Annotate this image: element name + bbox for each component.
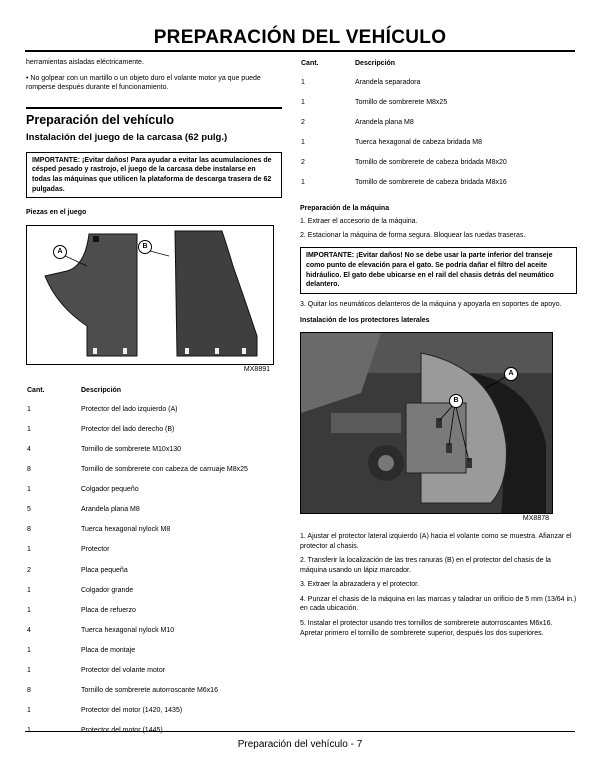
description-cell: Protector [81, 546, 110, 554]
qty-cell: 8 [27, 466, 31, 474]
description-cell: Placa pequeña [81, 566, 128, 574]
install-step-1: 1. Ajustar el protector lateral izquierdo (A) hacia el volante como se muestra. Afianzar el protector al chasis. [300, 532, 572, 550]
description-cell: Tuerca hexagonal nylock M8 [81, 526, 171, 534]
description-cell: Placa de refuerzo [81, 606, 136, 614]
prep-step-3: 3. Quitar los neumáticos delanteros de la máquina y apoyarla en soportes de apoyo. [300, 300, 562, 308]
sub-title: Instalación del juego de la carcasa (62 pulg.) [26, 131, 228, 143]
parts-table [26, 385, 282, 746]
description-cell: Tornillo de sombrerete autorroscante M6x16 [81, 687, 218, 695]
qty-cell: 1 [301, 79, 305, 86]
table-row [300, 77, 577, 97]
figure-label: MX8878 [522, 515, 549, 523]
qty-cell: 1 [27, 586, 31, 594]
table-row [300, 157, 577, 177]
description-cell: Tornillo de sombrerete con cabeza de carruaje M8x25 [81, 466, 248, 474]
table-row [26, 605, 282, 625]
table-header-row [300, 58, 577, 77]
install-step-3: 3. Extraer la abrazadera y el protector. [300, 581, 420, 589]
footer-rule [25, 731, 575, 732]
table-row [300, 177, 577, 197]
table-row [300, 117, 577, 137]
prep-heading: Preparación de la máquina [300, 204, 390, 212]
table-header-row [26, 385, 282, 404]
qty-cell: 2 [301, 159, 305, 167]
description-cell: Colgador pequeño [81, 486, 139, 494]
important-notice-jack: IMPORTANTE: ¡Evitar daños! No se debe usar la parte inferior del transeje como punto de elevación para el gato. Se podría dañar el filtro del aceite hidráulico. El gato debe ubicarse en el rail del chasis detrás del neumático delantero. [300, 247, 577, 293]
qty-header: Cant. [301, 60, 319, 67]
page-footer: Preparación del vehículo - 7 [237, 739, 363, 750]
side-shield-figure [300, 332, 553, 523]
description-header: Descripción [81, 386, 122, 394]
qty-cell: 1 [301, 179, 305, 187]
qty-cell: 1 [27, 425, 31, 433]
left-column [26, 58, 282, 745]
qty-cell: 2 [27, 566, 31, 574]
table-row [26, 585, 282, 605]
table-row [26, 484, 282, 504]
description-cell: Placa de montaje [81, 646, 136, 654]
table-row [26, 665, 282, 685]
table-row [300, 97, 577, 117]
callout-b: B [138, 240, 152, 254]
qty-cell: 1 [27, 707, 31, 715]
qty-cell: 1 [301, 99, 305, 107]
qty-cell: 1 [27, 405, 31, 413]
header-rule [25, 50, 575, 52]
intro-bullet: • No golpear con un martillo o un objeto duro el volante motor ya que puede romperse después durante el funcionamiento. [26, 74, 261, 92]
qty-cell: 2 [301, 119, 305, 127]
description-cell: Arandela plana M8 [355, 119, 414, 127]
table-row [26, 404, 282, 424]
install-step-4: 4. Punzar el chasis de la máquina en las marcas y taladrar un orificio de 5 mm (13/64 in.) en cada ubicación. [300, 595, 577, 613]
description-cell: Arandela separadora [355, 79, 421, 86]
table-row [26, 544, 282, 564]
qty-cell: 4 [27, 626, 31, 634]
description-cell: Arandela plana M8 [81, 506, 140, 514]
qty-cell: 1 [301, 139, 305, 147]
qty-cell: 4 [27, 445, 31, 453]
table-row [26, 524, 282, 544]
table-row [26, 645, 282, 665]
description-cell: Protector del lado izquierdo (A) [81, 405, 178, 413]
table-row [26, 504, 282, 524]
important-notice: IMPORTANTE: ¡Evitar daños! Para ayudar a evitar las acumulaciones de césped pesado y rastrojo, el juego de la carcasa debe instalarse en todas las máquinas que utilicen la plataforma de descarga trasera de 62 pulgadas. [26, 152, 282, 198]
table-row [26, 565, 282, 585]
intro-text: herramientas aisladas eléctricamente. [26, 59, 144, 66]
table-row [300, 137, 577, 157]
install-step-2: 2. Transferir la localización de las tres ranuras (B) en el protector del chasis de la máquina usando un lápiz marcador. [300, 557, 551, 574]
description-cell: Tornillo de sombrerete M8x25 [355, 99, 448, 107]
description-cell: Tornillo de sombrerete de cabeza bridada M8x20 [355, 159, 507, 167]
figure-label: MX8891 [243, 366, 270, 374]
parts-heading: Piezas en el juego [26, 209, 87, 217]
qty-cell: 8 [27, 687, 31, 695]
description-cell: Protector del motor (1445) [81, 727, 163, 735]
side-shield-photo [301, 333, 552, 513]
qty-cell: 1 [27, 646, 31, 654]
qty-cell: 1 [27, 486, 31, 494]
description-cell: Protector del motor (1420, 1435) [81, 707, 183, 715]
prep-step-1: 1. Extraer el accesorio de la máquina. [300, 218, 418, 226]
description-cell: Tuerca hexagonal nylock M10 [81, 626, 175, 634]
qty-cell: 1 [27, 666, 31, 674]
qty-cell: 1 [27, 606, 31, 614]
qty-cell: 5 [27, 506, 31, 514]
table-row [26, 625, 282, 645]
qty-cell: 1 [27, 727, 31, 735]
prep-step-2: 2. Estacionar la máquina de forma segura. Bloquear las ruedas traseras. [300, 231, 526, 239]
qty-cell: 8 [27, 526, 31, 534]
page-title: PREPARACIÓN DEL VEHÍCULO [153, 27, 447, 48]
table-row [26, 444, 282, 464]
qty-cell: 1 [27, 546, 31, 554]
description-cell: Tornillo de sombrerete de cabeza bridada M8x16 [355, 179, 507, 187]
qty-header: Cant. [27, 386, 45, 394]
description-cell: Protector del volante motor [81, 666, 166, 674]
section-title: Preparación del vehículo [26, 107, 282, 128]
callout-a: A [504, 367, 518, 381]
table-row [26, 705, 282, 725]
right-column [300, 58, 577, 638]
callout-a: A [53, 245, 67, 259]
install-step-5: 5. Instalar el protector usando tres tornillos de sombrerete autorroscantes M6x16. Apretar primero el tornillo de sombrerete superior, después los dos superiores. [300, 620, 553, 637]
parts-table-continued [300, 58, 577, 198]
table-row [26, 464, 282, 484]
description-header: Descripción [355, 60, 396, 67]
table-row [26, 685, 282, 705]
table-row [26, 424, 282, 444]
description-cell: Colgador grande [81, 586, 134, 594]
description-cell: Tuerca hexagonal de cabeza bridada M8 [355, 139, 482, 147]
description-cell: Tornillo de sombrerete M10x130 [81, 445, 181, 453]
callout-b: B [449, 394, 463, 408]
install-heading: Instalación de los protectores laterales [300, 317, 430, 325]
kit-parts-figure [26, 225, 274, 374]
description-cell: Protector del lado derecho (B) [81, 425, 175, 433]
